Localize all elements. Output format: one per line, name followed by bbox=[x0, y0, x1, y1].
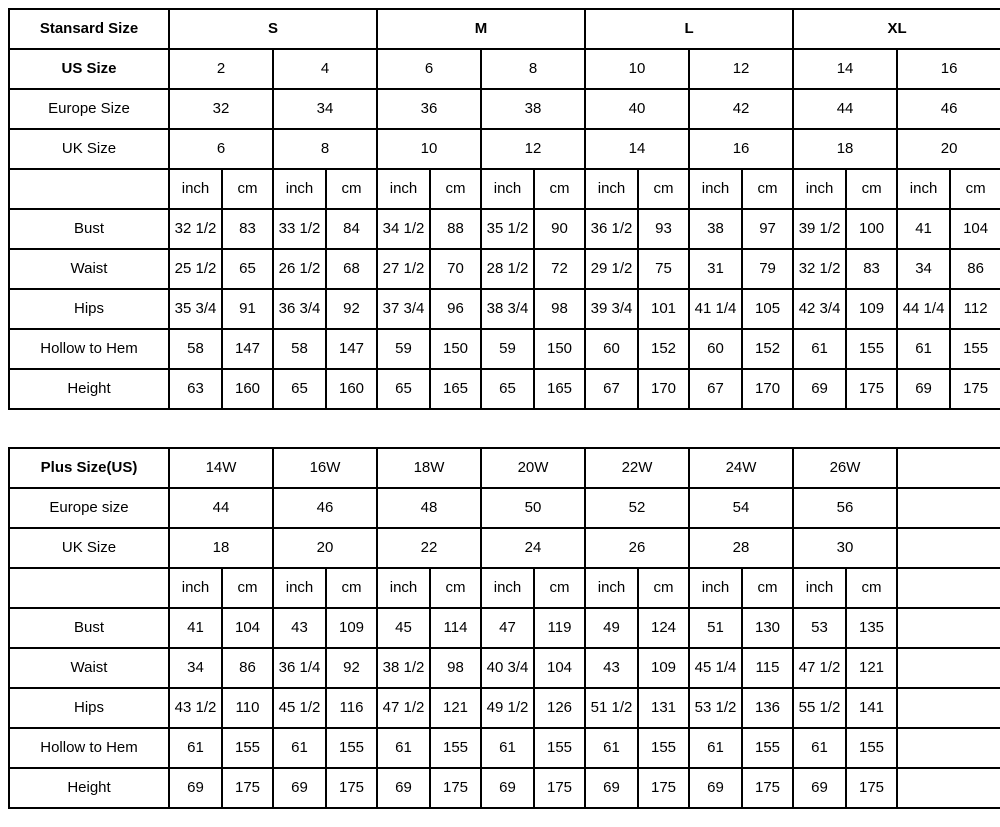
plus-size-4: 20W bbox=[481, 448, 585, 488]
plus-unit-cell-6: cm bbox=[430, 568, 481, 608]
plus-cell-hips-14: 141 bbox=[846, 688, 897, 728]
cell-waist-4: 68 bbox=[326, 249, 377, 289]
plus-cell-bust-3: 43 bbox=[273, 608, 326, 648]
unit-cell-6: cm bbox=[430, 169, 481, 209]
plus-cell-height-13: 69 bbox=[793, 768, 846, 808]
cell-bust-11: 38 bbox=[689, 209, 742, 249]
plus-cell-hollow-1: 61 bbox=[169, 728, 222, 768]
unit-cell-3: inch bbox=[273, 169, 326, 209]
plus-cell-height-2: 175 bbox=[222, 768, 273, 808]
table-row bbox=[9, 289, 1000, 329]
plus-cell-hollow-10: 155 bbox=[638, 728, 689, 768]
cell-bust-12: 97 bbox=[742, 209, 793, 249]
plus-unit-cell-10: cm bbox=[638, 568, 689, 608]
plus-cell-hollow-7: 61 bbox=[481, 728, 534, 768]
cell-height-11: 67 bbox=[689, 369, 742, 409]
plus-filler-cell bbox=[897, 648, 1000, 688]
cell-hips-10: 101 bbox=[638, 289, 689, 329]
table-row bbox=[9, 768, 1000, 808]
cell-europe-size-3: 36 bbox=[377, 89, 481, 129]
table-row bbox=[9, 369, 1000, 409]
plus-cell-hollow-14: 155 bbox=[846, 728, 897, 768]
size-group-s: S bbox=[169, 9, 377, 49]
plus-cell-height-9: 69 bbox=[585, 768, 638, 808]
plus-cell-hollow-6: 155 bbox=[430, 728, 481, 768]
plus-cell-hollow-9: 61 bbox=[585, 728, 638, 768]
cell-europe-size-7: 44 bbox=[793, 89, 897, 129]
cell-us-size-6: 12 bbox=[689, 49, 793, 89]
cell-us-size-8: 16 bbox=[897, 49, 1000, 89]
plus-cell-hips-12: 136 bbox=[742, 688, 793, 728]
plus-size-1: 14W bbox=[169, 448, 273, 488]
cell-europe-size-1: 32 bbox=[169, 89, 273, 129]
cell-height-9: 67 bbox=[585, 369, 638, 409]
cell-waist-7: 28 1/2 bbox=[481, 249, 534, 289]
plus-unit-cell-7: inch bbox=[481, 568, 534, 608]
cell-hips-2: 91 bbox=[222, 289, 273, 329]
unit-cell-14: cm bbox=[846, 169, 897, 209]
cell-hollow-2: 147 bbox=[222, 329, 273, 369]
unit-cell-9: inch bbox=[585, 169, 638, 209]
plus-unit-cell-14: cm bbox=[846, 568, 897, 608]
plus-cell-waist-5: 38 1/2 bbox=[377, 648, 430, 688]
cell-height-12: 170 bbox=[742, 369, 793, 409]
cell-hips-4: 92 bbox=[326, 289, 377, 329]
plus-cell-waist-10: 109 bbox=[638, 648, 689, 688]
plus-cell-height-12: 175 bbox=[742, 768, 793, 808]
cell-hollow-5: 59 bbox=[377, 329, 430, 369]
plus-filler-cell bbox=[897, 448, 1000, 488]
plus-cell-waist-14: 121 bbox=[846, 648, 897, 688]
plus-unit-cell-2: cm bbox=[222, 568, 273, 608]
cell-waist-11: 31 bbox=[689, 249, 742, 289]
cell-bust-1: 32 1/2 bbox=[169, 209, 222, 249]
plus-size-5: 22W bbox=[585, 448, 689, 488]
table-row bbox=[9, 648, 1000, 688]
plus-cell-bust-1: 41 bbox=[169, 608, 222, 648]
cell-bust-15: 41 bbox=[897, 209, 950, 249]
cell-hollow-7: 59 bbox=[481, 329, 534, 369]
plus-cell-europe-4: 50 bbox=[481, 488, 585, 528]
cell-waist-1: 25 1/2 bbox=[169, 249, 222, 289]
cell-height-16: 175 bbox=[950, 369, 1000, 409]
cell-hips-16: 112 bbox=[950, 289, 1000, 329]
cell-hips-5: 37 3/4 bbox=[377, 289, 430, 329]
plus-cell-bust-5: 45 bbox=[377, 608, 430, 648]
plus-unit-cell-8: cm bbox=[534, 568, 585, 608]
plus-unit-cell-5: inch bbox=[377, 568, 430, 608]
plus-cell-waist-7: 40 3/4 bbox=[481, 648, 534, 688]
cell-height-7: 65 bbox=[481, 369, 534, 409]
cell-uk-size-7: 18 bbox=[793, 129, 897, 169]
table-row bbox=[9, 608, 1000, 648]
cell-height-8: 165 bbox=[534, 369, 585, 409]
cell-us-size-2: 4 bbox=[273, 49, 377, 89]
plus-cell-waist-6: 98 bbox=[430, 648, 481, 688]
plus-cell-height-1: 69 bbox=[169, 768, 222, 808]
table-row bbox=[9, 488, 1000, 528]
unit-cell-13: inch bbox=[793, 169, 846, 209]
cell-waist-12: 79 bbox=[742, 249, 793, 289]
plus-cell-hollow-11: 61 bbox=[689, 728, 742, 768]
plus-cell-hips-10: 131 bbox=[638, 688, 689, 728]
plus-cell-waist-2: 86 bbox=[222, 648, 273, 688]
table-row bbox=[9, 49, 1000, 89]
cell-bust-13: 39 1/2 bbox=[793, 209, 846, 249]
plus-cell-europe-3: 48 bbox=[377, 488, 481, 528]
cell-uk-size-8: 20 bbox=[897, 129, 1000, 169]
cell-waist-8: 72 bbox=[534, 249, 585, 289]
plus-cell-bust-10: 124 bbox=[638, 608, 689, 648]
plus-cell-bust-6: 114 bbox=[430, 608, 481, 648]
cell-hollow-1: 58 bbox=[169, 329, 222, 369]
plus-cell-hips-4: 116 bbox=[326, 688, 377, 728]
plus-cell-hollow-4: 155 bbox=[326, 728, 377, 768]
table-row bbox=[9, 89, 1000, 129]
cell-us-size-1: 2 bbox=[169, 49, 273, 89]
cell-uk-size-1: 6 bbox=[169, 129, 273, 169]
cell-bust-4: 84 bbox=[326, 209, 377, 249]
cell-hips-1: 35 3/4 bbox=[169, 289, 222, 329]
plus-cell-uk-1: 18 bbox=[169, 528, 273, 568]
plus-filler-cell bbox=[897, 528, 1000, 568]
plus-filler-cell bbox=[897, 768, 1000, 808]
plus-size-table bbox=[8, 447, 1000, 809]
plus-cell-height-3: 69 bbox=[273, 768, 326, 808]
cell-bust-9: 36 1/2 bbox=[585, 209, 638, 249]
standard-corner-label: Stansard Size bbox=[9, 9, 169, 49]
cell-hips-12: 105 bbox=[742, 289, 793, 329]
plus-cell-hips-11: 53 1/2 bbox=[689, 688, 742, 728]
cell-hips-15: 44 1/4 bbox=[897, 289, 950, 329]
row-label-bust: Bust bbox=[9, 209, 169, 249]
unit-cell-5: inch bbox=[377, 169, 430, 209]
plus-cell-hips-1: 43 1/2 bbox=[169, 688, 222, 728]
plus-cell-height-5: 69 bbox=[377, 768, 430, 808]
plus-cell-hips-7: 49 1/2 bbox=[481, 688, 534, 728]
plus-cell-europe-1: 44 bbox=[169, 488, 273, 528]
plus-cell-height-6: 175 bbox=[430, 768, 481, 808]
row-label-europe-size: Europe Size bbox=[9, 89, 169, 129]
cell-hollow-10: 152 bbox=[638, 329, 689, 369]
row-label-waist: Waist bbox=[9, 249, 169, 289]
plus-cell-uk-2: 20 bbox=[273, 528, 377, 568]
unit-cell-1: inch bbox=[169, 169, 222, 209]
cell-uk-size-2: 8 bbox=[273, 129, 377, 169]
plus-cell-europe-2: 46 bbox=[273, 488, 377, 528]
plus-unit-cell-9: inch bbox=[585, 568, 638, 608]
unit-cell-7: inch bbox=[481, 169, 534, 209]
cell-waist-6: 70 bbox=[430, 249, 481, 289]
table-row bbox=[9, 9, 1000, 49]
plus-cell-hollow-3: 61 bbox=[273, 728, 326, 768]
plus-corner-label: Plus Size(US) bbox=[9, 448, 169, 488]
plus-cell-height-7: 69 bbox=[481, 768, 534, 808]
row-label-hips: Hips bbox=[9, 289, 169, 329]
plus-unit-cell-4: cm bbox=[326, 568, 377, 608]
table-row bbox=[9, 329, 1000, 369]
cell-hollow-12: 152 bbox=[742, 329, 793, 369]
cell-waist-16: 86 bbox=[950, 249, 1000, 289]
cell-hips-3: 36 3/4 bbox=[273, 289, 326, 329]
row-label-hollow-to-hem: Hollow to Hem bbox=[9, 329, 169, 369]
cell-height-4: 160 bbox=[326, 369, 377, 409]
cell-europe-size-2: 34 bbox=[273, 89, 377, 129]
plus-cell-hollow-8: 155 bbox=[534, 728, 585, 768]
cell-us-size-5: 10 bbox=[585, 49, 689, 89]
plus-cell-waist-12: 115 bbox=[742, 648, 793, 688]
row-label-uk-size: UK Size bbox=[9, 129, 169, 169]
plus-cell-waist-4: 92 bbox=[326, 648, 377, 688]
plus-cell-bust-4: 109 bbox=[326, 608, 377, 648]
unit-cell-11: inch bbox=[689, 169, 742, 209]
size-group-xl: XL bbox=[793, 9, 1000, 49]
cell-hollow-3: 58 bbox=[273, 329, 326, 369]
cell-europe-size-6: 42 bbox=[689, 89, 793, 129]
plus-cell-europe-6: 54 bbox=[689, 488, 793, 528]
plus-size-3: 18W bbox=[377, 448, 481, 488]
plus-cell-waist-8: 104 bbox=[534, 648, 585, 688]
plus-row-label-bust: Bust bbox=[9, 608, 169, 648]
plus-cell-uk-5: 26 bbox=[585, 528, 689, 568]
plus-cell-hips-5: 47 1/2 bbox=[377, 688, 430, 728]
plus-cell-bust-12: 130 bbox=[742, 608, 793, 648]
plus-cell-hips-13: 55 1/2 bbox=[793, 688, 846, 728]
cell-waist-3: 26 1/2 bbox=[273, 249, 326, 289]
plus-cell-europe-7: 56 bbox=[793, 488, 897, 528]
plus-cell-waist-9: 43 bbox=[585, 648, 638, 688]
plus-unit-cell-11: inch bbox=[689, 568, 742, 608]
cell-hips-11: 41 1/4 bbox=[689, 289, 742, 329]
table-row bbox=[9, 209, 1000, 249]
plus-size-7: 26W bbox=[793, 448, 897, 488]
cell-waist-2: 65 bbox=[222, 249, 273, 289]
cell-height-13: 69 bbox=[793, 369, 846, 409]
cell-bust-16: 104 bbox=[950, 209, 1000, 249]
cell-uk-size-3: 10 bbox=[377, 129, 481, 169]
plus-row-label-hips: Hips bbox=[9, 688, 169, 728]
cell-europe-size-8: 46 bbox=[897, 89, 1000, 129]
plus-cell-uk-3: 22 bbox=[377, 528, 481, 568]
cell-height-3: 65 bbox=[273, 369, 326, 409]
cell-waist-15: 34 bbox=[897, 249, 950, 289]
cell-hips-14: 109 bbox=[846, 289, 897, 329]
plus-cell-bust-13: 53 bbox=[793, 608, 846, 648]
table-row-units bbox=[9, 568, 1000, 608]
cell-bust-7: 35 1/2 bbox=[481, 209, 534, 249]
plus-cell-hollow-13: 61 bbox=[793, 728, 846, 768]
plus-cell-bust-14: 135 bbox=[846, 608, 897, 648]
table-row bbox=[9, 249, 1000, 289]
plus-cell-uk-7: 30 bbox=[793, 528, 897, 568]
plus-row-label-hollow-to-hem: Hollow to Hem bbox=[9, 728, 169, 768]
plus-cell-height-8: 175 bbox=[534, 768, 585, 808]
table-row bbox=[9, 728, 1000, 768]
table-row bbox=[9, 448, 1000, 488]
plus-cell-hips-9: 51 1/2 bbox=[585, 688, 638, 728]
cell-uk-size-4: 12 bbox=[481, 129, 585, 169]
row-label-us-size: US Size bbox=[9, 49, 169, 89]
cell-height-1: 63 bbox=[169, 369, 222, 409]
plus-row-label-uk-size: UK Size bbox=[9, 528, 169, 568]
cell-hips-9: 39 3/4 bbox=[585, 289, 638, 329]
plus-filler-cell bbox=[897, 568, 1000, 608]
plus-cell-hips-8: 126 bbox=[534, 688, 585, 728]
cell-hips-7: 38 3/4 bbox=[481, 289, 534, 329]
plus-row-label-waist: Waist bbox=[9, 648, 169, 688]
plus-row-label-europe-size: Europe size bbox=[9, 488, 169, 528]
plus-filler-cell bbox=[897, 688, 1000, 728]
plus-cell-waist-13: 47 1/2 bbox=[793, 648, 846, 688]
cell-height-5: 65 bbox=[377, 369, 430, 409]
plus-row-label-height: Height bbox=[9, 768, 169, 808]
plus-unit-cell-12: cm bbox=[742, 568, 793, 608]
cell-hollow-11: 60 bbox=[689, 329, 742, 369]
cell-hollow-4: 147 bbox=[326, 329, 377, 369]
unit-cell-15: inch bbox=[897, 169, 950, 209]
cell-uk-size-5: 14 bbox=[585, 129, 689, 169]
cell-height-10: 170 bbox=[638, 369, 689, 409]
size-group-m: M bbox=[377, 9, 585, 49]
cell-hollow-16: 155 bbox=[950, 329, 1000, 369]
plus-cell-hips-2: 110 bbox=[222, 688, 273, 728]
plus-size-6: 24W bbox=[689, 448, 793, 488]
cell-hollow-14: 155 bbox=[846, 329, 897, 369]
cell-us-size-4: 8 bbox=[481, 49, 585, 89]
table-row bbox=[9, 129, 1000, 169]
unit-row-label bbox=[9, 169, 169, 209]
cell-hips-6: 96 bbox=[430, 289, 481, 329]
plus-cell-hollow-2: 155 bbox=[222, 728, 273, 768]
plus-cell-height-11: 69 bbox=[689, 768, 742, 808]
plus-cell-bust-2: 104 bbox=[222, 608, 273, 648]
plus-cell-bust-9: 49 bbox=[585, 608, 638, 648]
cell-waist-9: 29 1/2 bbox=[585, 249, 638, 289]
plus-cell-height-14: 175 bbox=[846, 768, 897, 808]
cell-uk-size-6: 16 bbox=[689, 129, 793, 169]
cell-waist-14: 83 bbox=[846, 249, 897, 289]
cell-waist-13: 32 1/2 bbox=[793, 249, 846, 289]
plus-size-2: 16W bbox=[273, 448, 377, 488]
cell-height-6: 165 bbox=[430, 369, 481, 409]
plus-unit-row-label bbox=[9, 568, 169, 608]
plus-cell-height-10: 175 bbox=[638, 768, 689, 808]
plus-cell-bust-8: 119 bbox=[534, 608, 585, 648]
cell-waist-10: 75 bbox=[638, 249, 689, 289]
cell-waist-5: 27 1/2 bbox=[377, 249, 430, 289]
cell-bust-5: 34 1/2 bbox=[377, 209, 430, 249]
plus-cell-height-4: 175 bbox=[326, 768, 377, 808]
plus-unit-cell-1: inch bbox=[169, 568, 222, 608]
cell-bust-10: 93 bbox=[638, 209, 689, 249]
unit-cell-2: cm bbox=[222, 169, 273, 209]
plus-filler-cell bbox=[897, 488, 1000, 528]
cell-hollow-8: 150 bbox=[534, 329, 585, 369]
unit-cell-16: cm bbox=[950, 169, 1000, 209]
plus-cell-uk-4: 24 bbox=[481, 528, 585, 568]
plus-cell-waist-3: 36 1/4 bbox=[273, 648, 326, 688]
cell-europe-size-5: 40 bbox=[585, 89, 689, 129]
table-row bbox=[9, 688, 1000, 728]
cell-hollow-15: 61 bbox=[897, 329, 950, 369]
plus-unit-cell-13: inch bbox=[793, 568, 846, 608]
cell-hollow-6: 150 bbox=[430, 329, 481, 369]
plus-cell-waist-11: 45 1/4 bbox=[689, 648, 742, 688]
cell-hollow-13: 61 bbox=[793, 329, 846, 369]
plus-cell-waist-1: 34 bbox=[169, 648, 222, 688]
unit-cell-12: cm bbox=[742, 169, 793, 209]
cell-europe-size-4: 38 bbox=[481, 89, 585, 129]
unit-cell-10: cm bbox=[638, 169, 689, 209]
plus-cell-bust-7: 47 bbox=[481, 608, 534, 648]
plus-cell-europe-5: 52 bbox=[585, 488, 689, 528]
standard-size-table bbox=[8, 8, 1000, 410]
table-row bbox=[9, 528, 1000, 568]
cell-hips-13: 42 3/4 bbox=[793, 289, 846, 329]
plus-cell-hollow-12: 155 bbox=[742, 728, 793, 768]
cell-bust-14: 100 bbox=[846, 209, 897, 249]
cell-us-size-7: 14 bbox=[793, 49, 897, 89]
cell-bust-6: 88 bbox=[430, 209, 481, 249]
plus-cell-hollow-5: 61 bbox=[377, 728, 430, 768]
cell-height-2: 160 bbox=[222, 369, 273, 409]
unit-cell-8: cm bbox=[534, 169, 585, 209]
unit-cell-4: cm bbox=[326, 169, 377, 209]
cell-hips-8: 98 bbox=[534, 289, 585, 329]
size-group-l: L bbox=[585, 9, 793, 49]
plus-filler-cell bbox=[897, 608, 1000, 648]
cell-height-14: 175 bbox=[846, 369, 897, 409]
plus-cell-uk-6: 28 bbox=[689, 528, 793, 568]
cell-hollow-9: 60 bbox=[585, 329, 638, 369]
plus-cell-hips-3: 45 1/2 bbox=[273, 688, 326, 728]
cell-height-15: 69 bbox=[897, 369, 950, 409]
plus-cell-hips-6: 121 bbox=[430, 688, 481, 728]
cell-bust-2: 83 bbox=[222, 209, 273, 249]
cell-bust-3: 33 1/2 bbox=[273, 209, 326, 249]
plus-filler-cell bbox=[897, 728, 1000, 768]
row-label-height: Height bbox=[9, 369, 169, 409]
table-row-units bbox=[9, 169, 1000, 209]
plus-unit-cell-3: inch bbox=[273, 568, 326, 608]
plus-cell-bust-11: 51 bbox=[689, 608, 742, 648]
cell-bust-8: 90 bbox=[534, 209, 585, 249]
cell-us-size-3: 6 bbox=[377, 49, 481, 89]
